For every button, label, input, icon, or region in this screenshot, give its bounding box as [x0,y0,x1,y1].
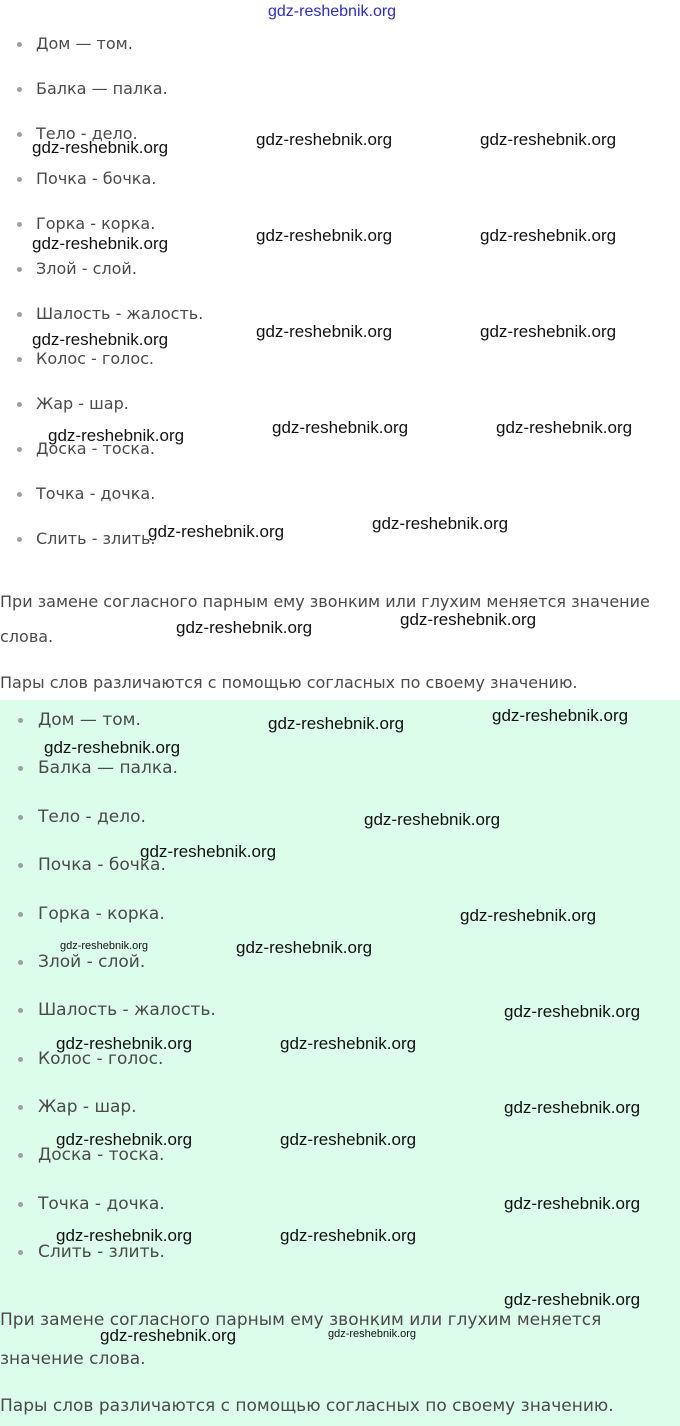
bullet-icon [17,267,22,272]
watermark: gdz-reshebnik.org [44,738,181,757]
watermark: gdz-reshebnik.org [268,714,405,733]
watermark: gdz-reshebnik.org [504,1194,641,1213]
watermark: gdz-reshebnik.org [480,322,617,341]
watermark: gdz-reshebnik.org [176,618,313,637]
list-item: Жар - шар. [36,394,129,414]
answer-section-2 [0,700,680,1426]
list-item: Точка - дочка. [36,484,155,504]
watermark: gdz-reshebnik.org [492,706,629,725]
bullet-icon [17,177,22,182]
watermark: gdz-reshebnik.org [460,906,597,925]
bullet-icon [17,447,22,452]
list-item: Тело - дело. [38,807,146,827]
bullet-icon [18,718,23,723]
watermark: gdz-reshebnik.org [280,1130,417,1149]
list-item: Доска - тоска. [36,439,155,459]
list-item: Почка - бочка. [36,169,156,189]
list-item: Шалость - жалость. [36,304,203,324]
bullet-icon [17,132,22,137]
watermark: gdz-reshebnik.org [256,322,393,341]
bullet-icon [18,815,23,820]
bullet-icon [17,42,22,47]
watermark: gdz-reshebnik.org [56,1130,193,1149]
watermark: gdz-reshebnik.org [480,226,617,245]
bullet-icon [18,1153,23,1158]
list-item: Балка — палка. [38,758,178,778]
bullet-icon [18,1250,23,1255]
watermark: gdz-reshebnik.org [328,1328,417,1340]
list-item: Слить - злить. [38,1242,165,1262]
watermark: gdz-reshebnik.org [32,330,169,349]
watermark: gdz-reshebnik.org [496,418,633,437]
watermark: gdz-reshebnik.org [32,138,169,157]
watermark: gdz-reshebnik.org [256,130,393,149]
explanation-line: При замене согласного парным ему звонким или глухим меняется значение [0,592,650,611]
watermark: gdz-reshebnik.org [236,938,373,957]
watermark: gdz-reshebnik.org [280,1034,417,1053]
bullet-icon [17,312,22,317]
watermark: gdz-reshebnik.org [56,1034,193,1053]
list-item: Колос - голос. [36,349,154,369]
watermark: gdz-reshebnik.org [364,810,501,829]
list-item: Дом — том. [38,710,141,730]
explanation-line: слова. [0,627,54,646]
list-item: Горка - корка. [36,214,155,234]
bullet-icon [18,863,23,868]
watermark: gdz-reshebnik.org [504,1098,641,1117]
watermark: gdz-reshebnik.org [148,522,285,541]
watermark: gdz-reshebnik.org [400,610,537,629]
list-item: Почка - бочка. [38,855,166,875]
list-item: Шалость - жалость. [38,1000,216,1020]
watermark: gdz-reshebnik.org [480,130,617,149]
watermark: gdz-reshebnik.org [504,1290,641,1309]
list-item: Балка — палка. [36,79,168,99]
watermark: gdz-reshebnik.org [140,842,277,861]
conclusion-text: Пары слов различаются с помощью согласных по своему значению. [0,673,578,692]
bullet-icon [18,912,23,917]
watermark: gdz-reshebnik.org [280,1226,417,1245]
list-item: Дом — том. [36,34,133,54]
bullet-icon [17,537,22,542]
bullet-icon [17,357,22,362]
bullet-icon [18,1105,23,1110]
list-item: Колос - голос. [38,1049,163,1069]
bullet-icon [18,1008,23,1013]
watermark: gdz-reshebnik.org [60,940,149,952]
list-item: Тело - дело. [36,124,138,144]
list-item: Злой - слой. [36,259,137,279]
bullet-icon [18,960,23,965]
answer-section-1 [0,0,680,700]
watermark: gdz-reshebnik.org [372,514,509,533]
explanation-line: При замене согласного парным ему звонким или глухим меняется [0,1310,602,1330]
bullet-icon [17,402,22,407]
bullet-icon [17,222,22,227]
bullet-icon [18,1057,23,1062]
bullet-icon [17,492,22,497]
list-item: Доска - тоска. [38,1145,164,1165]
watermark: gdz-reshebnik.org [268,3,397,20]
bullet-icon [18,1202,23,1207]
watermark: gdz-reshebnik.org [56,1226,193,1245]
conclusion-text: Пары слов различаются с помощью согласных по своему значению. [0,1396,614,1416]
list-item: Слить - злить. [36,529,155,549]
watermark: gdz-reshebnik.org [32,234,169,253]
watermark: gdz-reshebnik.org [48,426,185,445]
bullet-icon [18,766,23,771]
watermark: gdz-reshebnik.org [272,418,409,437]
bullet-icon [17,87,22,92]
list-item: Точка - дочка. [38,1194,165,1214]
watermark: gdz-reshebnik.org [100,1326,237,1345]
list-item: Горка - корка. [38,904,165,924]
explanation-line: значение слова. [0,1349,146,1369]
watermark: gdz-reshebnik.org [504,1002,641,1021]
list-item: Злой - слой. [38,952,145,972]
list-item: Жар - шар. [38,1097,137,1117]
watermark: gdz-reshebnik.org [256,226,393,245]
